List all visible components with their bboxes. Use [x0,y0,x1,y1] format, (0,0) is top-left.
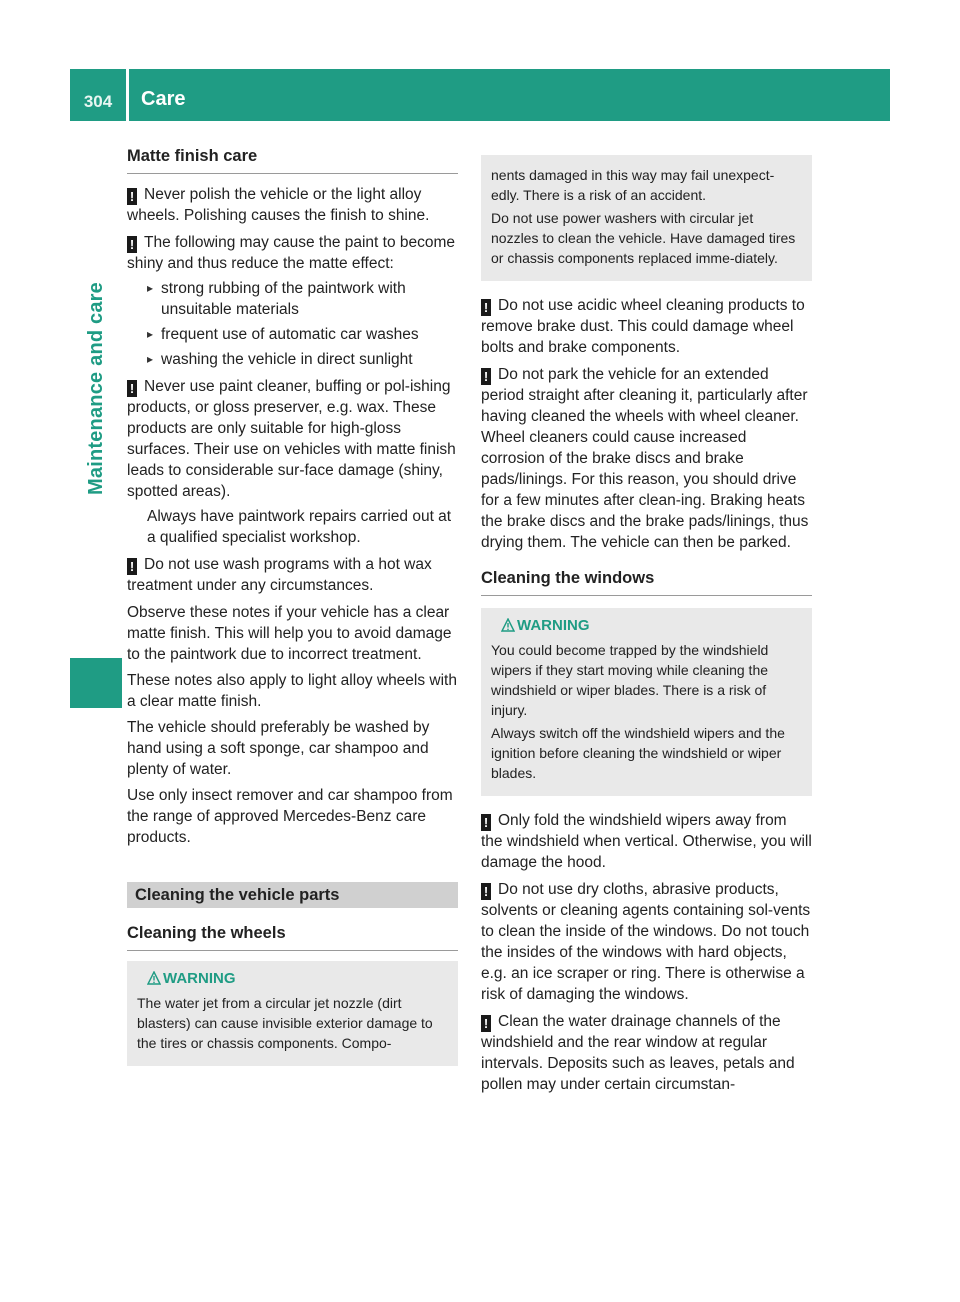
page-number: 304 [83,92,113,111]
warning-title: WARNING [137,969,448,989]
notice-text: Do not use acidic wheel cleaning products to remove brake dust. This could damage wheel bolts and brake components. [481,297,805,356]
notice-text: Never polish the vehicle or the light alloy wheels. Polishing causes the finish to shine. [127,186,430,224]
warning-text: Always switch off the windshield wipers and the ignition before cleaning the windshield or wiper blades. [491,725,785,781]
warning-triangle-icon [147,971,161,985]
exclamation-icon: ! [481,883,491,900]
warning-text: Do not use power washers with circular jet nozzles to clean the vehicle. Have damaged tires or chassis components replaced imme-diately. [491,210,796,266]
warning-box [481,608,812,796]
warning-box-continued [481,155,812,281]
exclamation-icon: ! [127,380,137,397]
notice-text: Do not park the vehicle for an extended period straight after cleaning it, particularly after having cleaned the wheels with wheel cleaner. Wheel cleaners could cause increased corrosion of the brake discs and brake pads/linings. For this reason, you should drive for a few minutes after clean-ing. Braking heats the brake discs and the brake pads/linings, thus drying them. The vehicle can then be parked. [481,366,809,551]
notice [481,364,812,553]
side-tab [70,128,122,648]
side-tab-marker [70,658,122,708]
notice [127,554,458,596]
cleaning-windows-heading: Cleaning the windows [481,567,812,596]
exclamation-icon: ! [127,236,137,253]
notice-text: Clean the water drainage channels of the windshield and the rear window at regular intervals. Deposits such as leaves, petals and pollen may under certain circumstan- [481,1013,795,1093]
notice-text: Only fold the windshield wipers away from the windshield when vertical. Otherwise, you will damage the hood. [481,812,812,871]
warning-box [127,961,458,1066]
warning-text: The water jet from a circular jet nozzle (dirt blasters) can cause invisible exterior damage to the tires or chassis components. Compo- [137,995,433,1051]
exclamation-icon: ! [481,368,491,385]
list-item: ▸ strong rubbing of the paintwork with unsuitable materials [147,278,458,320]
paragraph: These notes also apply to light alloy wheels with a clear matte finish. [127,672,457,710]
exclamation-icon: ! [127,558,137,575]
exclamation-icon: ! [481,1015,491,1032]
header-bar [70,69,890,121]
paragraph: Use only insect remover and car shampoo from the range of approved Mercedes-Benz care products. [127,787,453,846]
right-column [481,143,812,1101]
notice-text: The following may cause the paint to become shiny and thus reduce the matte effect: [127,234,456,272]
notice-text: Do not use wash programs with a hot wax treatment under any circumstances. [127,556,432,594]
list-item: ▸ frequent use of automatic car washes [147,324,458,345]
notice [481,810,812,873]
notice [127,376,458,548]
notice [481,879,812,1005]
paragraph: Observe these notes if your vehicle has a clear matte finish. This will help you to avoid damage to the paintwork due to incorrect treatment. [127,604,452,663]
section-title: Care [141,88,186,110]
notice [481,1011,812,1095]
warning-text: You could become trapped by the windshield wipers if they start moving while cleaning the windshield or wiper blades. There is a risk of injury. [491,642,769,718]
section-band: Cleaning the vehicle parts [127,882,458,908]
warning-title: WARNING [491,616,802,636]
exclamation-icon: ! [127,188,137,205]
paragraph: The vehicle should preferably be washed by hand using a soft sponge, car shampoo and plenty of water. [127,719,430,778]
notice [127,232,458,370]
warning-text: nents damaged in this way may fail unexpect-edly. There is a risk of an accident. [491,167,775,203]
notice [127,184,458,226]
notice [481,295,812,358]
warning-triangle-icon [501,618,515,632]
header-divider [126,69,129,121]
notice-text: Never use paint cleaner, buffing or pol-ishing products, or gloss preserver, e.g. wax. These products are only suitable for high-gloss surfaces. Their use on vehicles with matte finish leads to considerable sur-face damage (shiny, spotted areas). [127,378,456,500]
bullet-list [147,278,458,370]
exclamation-icon: ! [481,814,491,831]
left-column [127,145,458,1080]
exclamation-icon: ! [481,299,491,316]
notice-text: Always have paintwork repairs carried out at a qualified specialist workshop. [147,508,452,546]
matte-finish-heading: Matte finish care [127,145,458,174]
side-tab-label: Maintenance and care [84,281,107,495]
notice-text: Do not use dry cloths, abrasive products, solvents or cleaning agents containing sol-vents to clean the inside of the windows. Do not touch the insides of the windows with hard objects, e.g. an ice scraper or ring. There is otherwise a risk of damaging the windows. [481,881,811,1003]
list-item: ▸ washing the vehicle in direct sunlight [147,349,458,370]
cleaning-wheels-heading: Cleaning the wheels [127,922,458,951]
